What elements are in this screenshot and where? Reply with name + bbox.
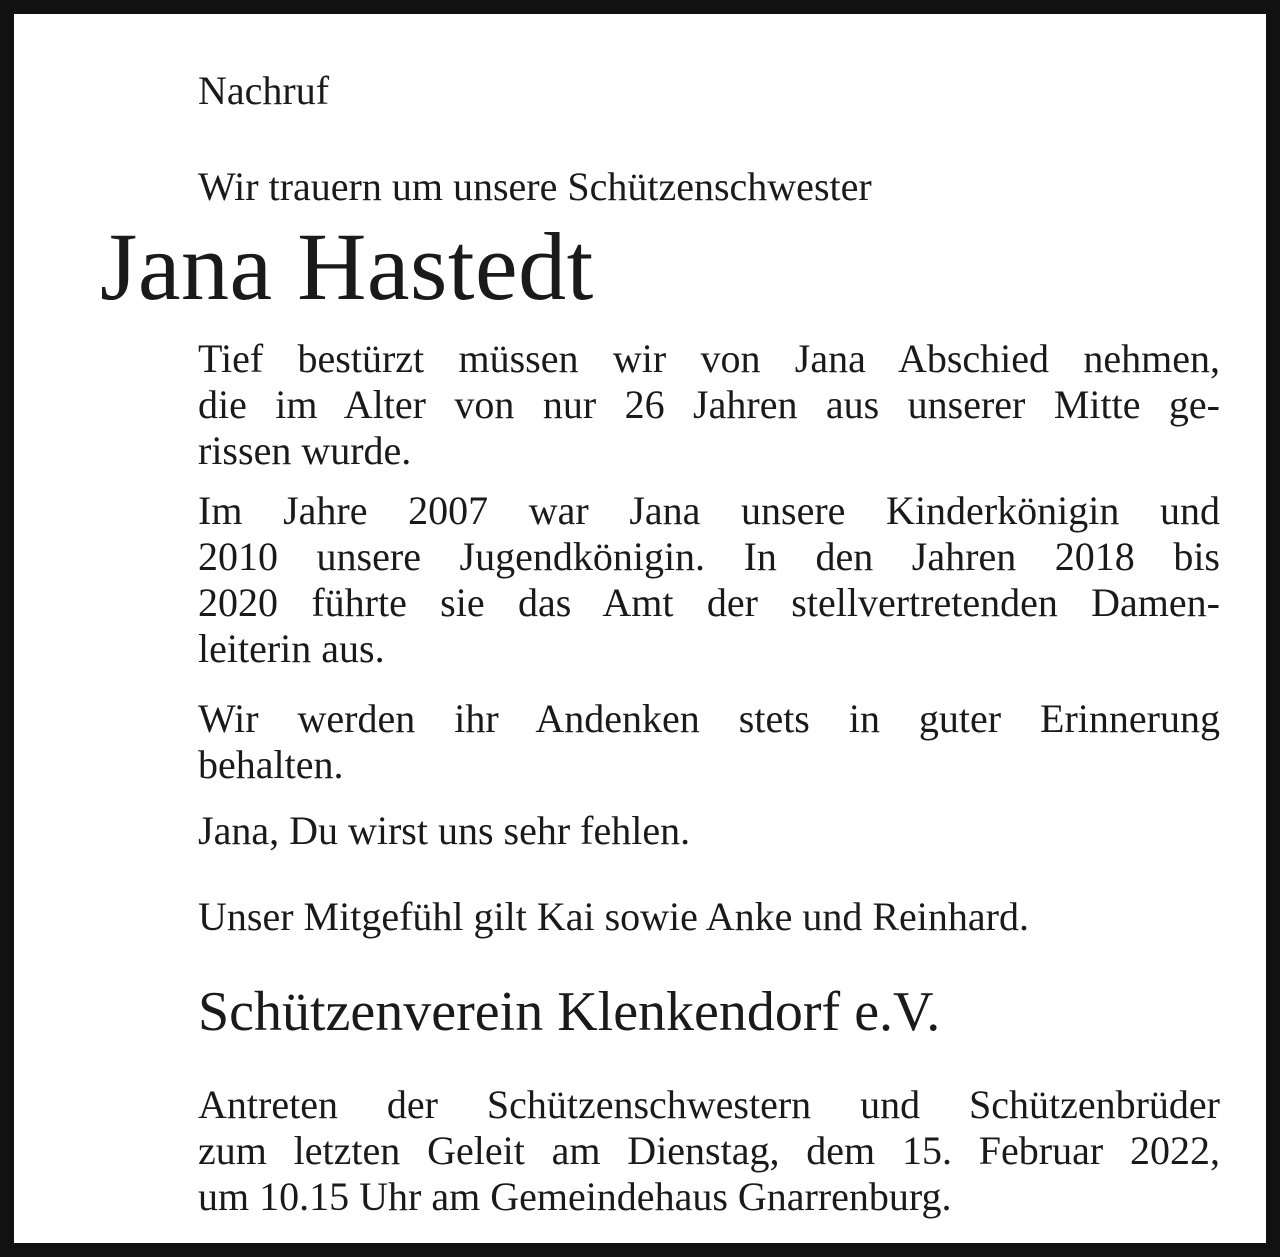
text-line: 2020 führte sie das Amt der stellvertretenden Damen- [198, 580, 1220, 625]
text-line: Antreten der Schützenschwestern und Schützenbrüder [198, 1082, 1220, 1127]
text-line: Im Jahre 2007 war Jana unsere Kinderkönigin und [198, 488, 1220, 533]
text-line: Tief bestürzt müssen wir von Jana Abschied nehmen, [198, 336, 1220, 381]
paragraph-memory [198, 696, 1220, 788]
deceased-name: Jana Hastedt [100, 213, 594, 320]
intro-line: Wir trauern um unsere Schützenschwester [198, 164, 872, 209]
paragraph-farewell [198, 808, 1220, 854]
text-line: Unser Mitgefühl gilt Kai sowie Anke und Reinhard. [198, 894, 1029, 939]
text-line: leiterin aus. [198, 626, 385, 671]
text-line: um 10.15 Uhr am Gemeindehaus Gnarrenburg. [198, 1174, 952, 1219]
text-line: die im Alter von nur 26 Jahren aus unserer Mitte ge- [198, 382, 1220, 427]
paragraph-sympathy [198, 894, 1220, 940]
text-line: Wir werden ihr Andenken stets in guter Erinnerung [198, 696, 1220, 741]
text-line: 2010 unsere Jugendkönigin. In den Jahren 2018 bis [198, 534, 1220, 579]
text-line: rissen wurde. [198, 428, 412, 473]
paragraph-condolence [198, 336, 1220, 474]
funeral-information [198, 1082, 1220, 1220]
paragraph-history [198, 488, 1220, 672]
text-line: behalten. [198, 742, 344, 787]
notice-heading: Nachruf [198, 68, 330, 113]
text-line: Jana, Du wirst uns sehr fehlen. [198, 808, 691, 853]
text-line: zum letzten Geleit am Dienstag, dem 15. Februar 2022, [198, 1128, 1220, 1173]
organization-name: Schützenverein Klenkendorf e.V. [198, 981, 941, 1043]
